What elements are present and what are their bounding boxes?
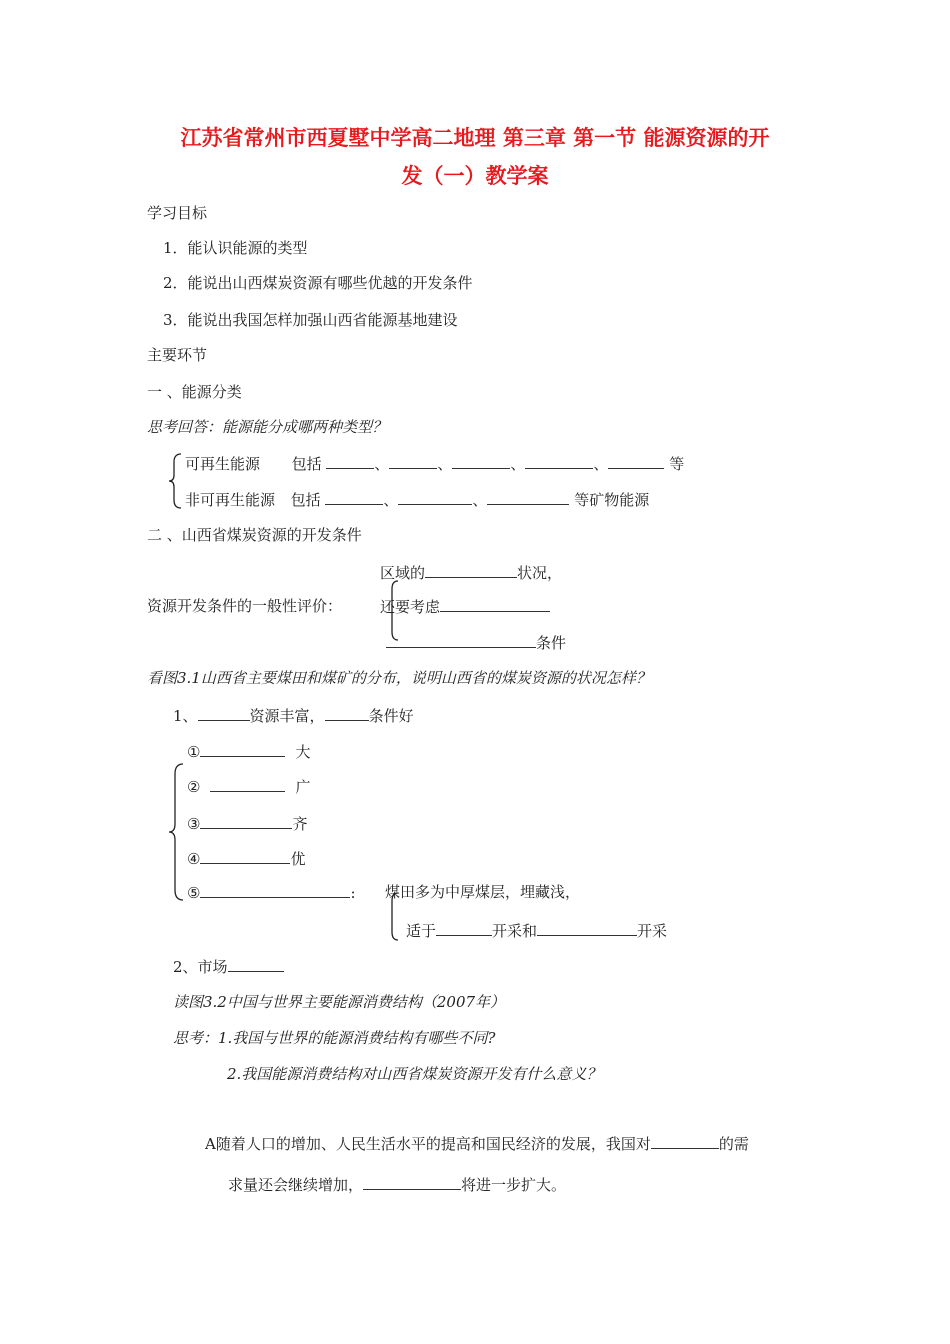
eval-item-1: 区域的 状况， — [380, 564, 563, 582]
point-2: 2、市场 — [173, 956, 284, 977]
blank — [608, 453, 664, 469]
answer-a-line-2: 求量还会继续增加， 将进一步扩大。 — [228, 1176, 567, 1194]
blank — [200, 741, 285, 757]
brace-mining — [386, 892, 400, 942]
blank — [389, 453, 437, 469]
nonrenewable-label: 非可再生能源 — [185, 491, 276, 509]
blank — [198, 705, 250, 721]
sub-item-1: ① 大 — [187, 743, 311, 761]
blank — [200, 882, 350, 898]
blank — [210, 776, 285, 792]
renewable-label: 可再生能源 — [185, 455, 261, 473]
eval-item-2: 还要考虑 — [380, 596, 550, 617]
blank — [452, 453, 510, 469]
blank — [651, 1133, 719, 1149]
blank — [440, 596, 550, 612]
section1-heading: 一 、能源分类 — [147, 383, 242, 401]
blank — [326, 453, 374, 469]
title-line-2: 发（一）教学案 — [401, 163, 549, 188]
section2-heading: 二 、山西省煤炭资源的开发条件 — [147, 526, 362, 544]
blank — [386, 632, 536, 648]
think-2: 2.我国能源消费结构对山西省煤炭资源开发有什么意义？ — [227, 1065, 602, 1083]
nonrenewable-end: 等矿物能源 — [574, 491, 650, 509]
blank — [325, 705, 369, 721]
renewable-row: 可再生能源 包括 、 、 、 、 等 — [185, 455, 685, 473]
answer-a-line-1: A随着人口的增加、人民生活水平的提高和国民经济的发展，我国对 的需 — [205, 1135, 749, 1153]
blank — [398, 489, 472, 505]
objective-1: 1．能认识能源的类型 — [163, 239, 308, 257]
sub-item-3: ③ 齐 — [187, 815, 308, 833]
objective-2: 2．能说出山西煤炭资源有哪些优越的开发条件 — [163, 274, 473, 292]
sub-item-2: ② 广 — [187, 778, 311, 796]
brace-coal — [168, 762, 186, 902]
figure-question: 看图3.1山西省主要煤田和煤矿的分布，说明山西省的煤炭资源的状况怎样？ — [147, 669, 651, 687]
blank — [228, 956, 284, 972]
blank — [200, 813, 292, 829]
objectives-heading: 学习目标 — [147, 204, 208, 222]
item5-sub: 适于 开采和 开采 — [406, 922, 668, 940]
brace-energy — [168, 452, 184, 510]
eval-label: 资源开发条件的一般性评价： — [147, 597, 343, 615]
nonrenewable-include: 包括 — [290, 491, 321, 509]
nonrenewable-row: 非可再生能源 包括 、 、 等矿物能源 — [185, 491, 650, 509]
blank — [200, 848, 290, 864]
blank — [363, 1174, 461, 1190]
section1-question: 思考回答：能源能分成哪两种类型？ — [147, 418, 388, 436]
read-figure: 读图3.2中国与世界主要能源消费结构（2007年） — [173, 993, 506, 1011]
sub-item-4: ④ 优 — [187, 850, 306, 868]
blank — [487, 489, 569, 505]
blank — [425, 562, 517, 578]
renewable-end: 等 — [669, 455, 685, 473]
point-1: 1、 资源丰富， 条件好 — [173, 707, 414, 725]
blank — [436, 920, 492, 936]
blank — [537, 920, 637, 936]
blank — [525, 453, 593, 469]
blank — [325, 489, 383, 505]
objective-3: 3．能说出我国怎样加强山西省能源基地建设 — [163, 311, 458, 329]
title-line-1: 江苏省常州市西夏墅中学高二地理 第三章 第一节 能源资源的开 — [180, 125, 770, 150]
eval-item-3: 条件 — [386, 632, 566, 653]
item5-text: 煤田多为中厚煤层，埋藏浅， — [385, 883, 581, 901]
main-heading: 主要环节 — [147, 346, 208, 364]
think-1: 思考：1.我国与世界的能源消费结构有哪些不同? — [173, 1029, 496, 1047]
sub-item-5: ⑤ : — [187, 884, 356, 902]
renewable-include: 包括 — [291, 455, 322, 473]
